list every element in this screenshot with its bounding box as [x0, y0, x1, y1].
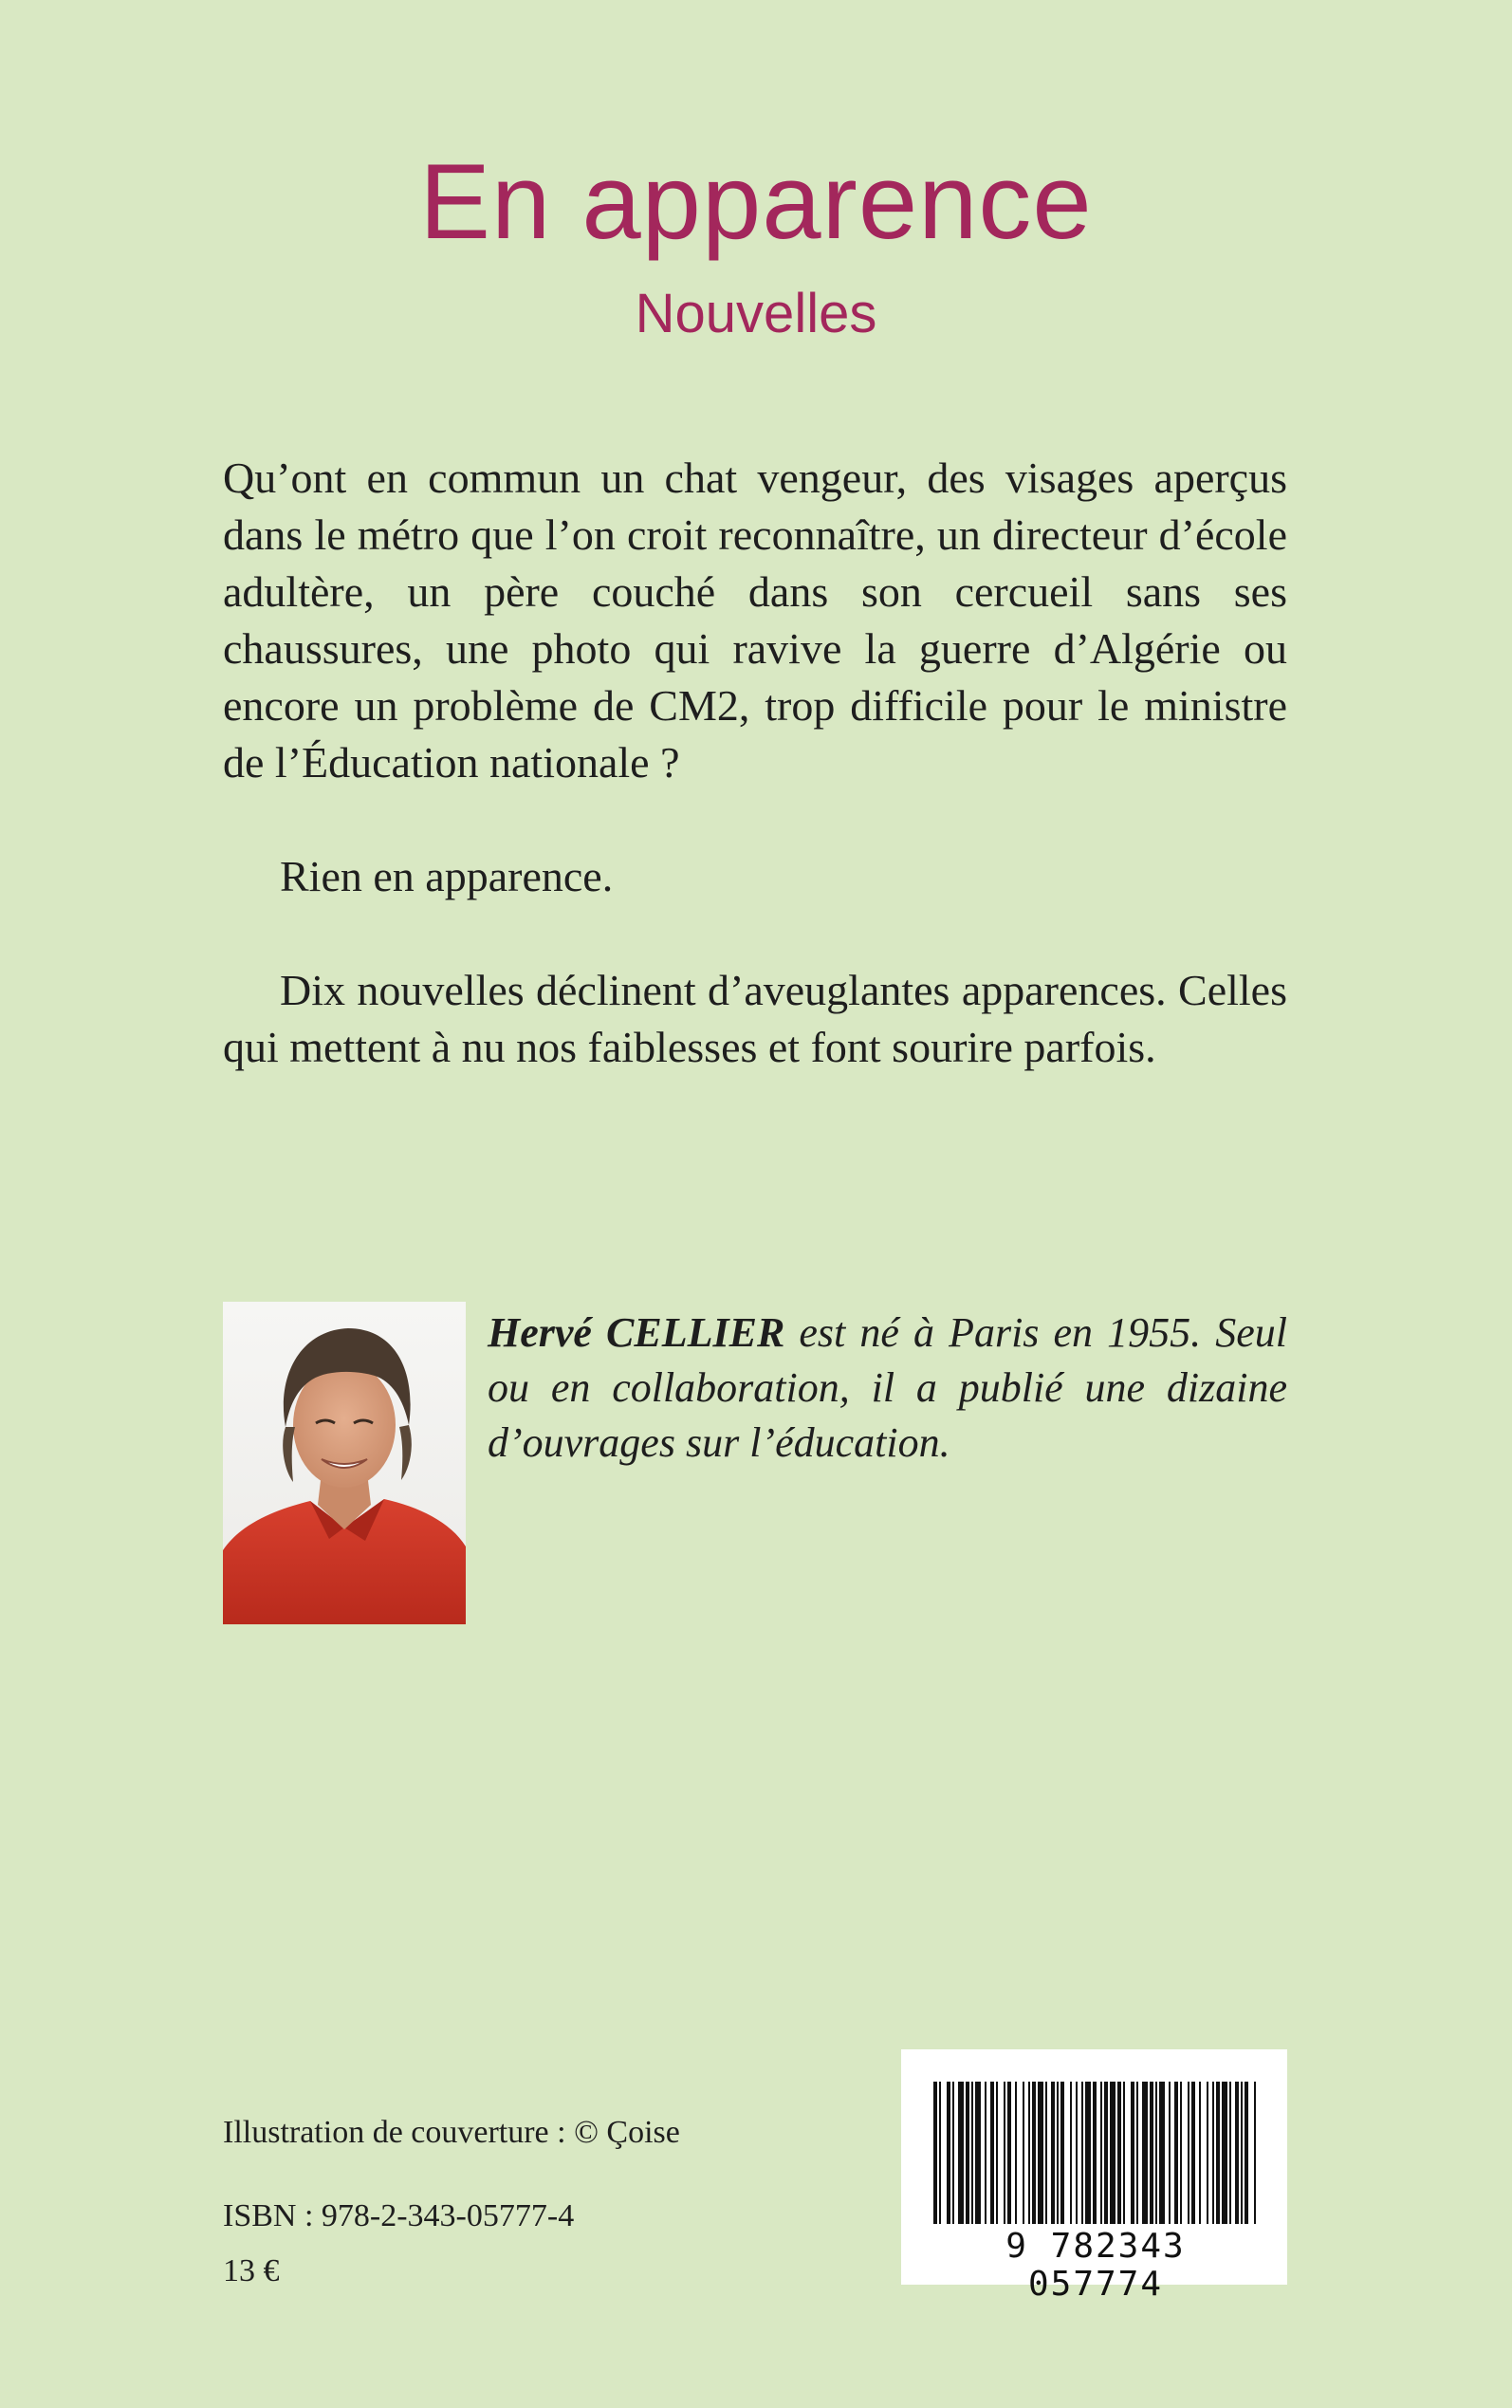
barcode-bar [1007, 2082, 1011, 2224]
barcode-bar [975, 2082, 981, 2224]
barcode-bars [933, 2082, 1256, 2224]
barcode-bar [1076, 2082, 1078, 2224]
blurb-paragraph-1: Qu’ont en commun un chat vengeur, des visages aperçus dans le métro que l’on croit reconnaître, un directeur d’école adultère, un père couché dans son cercueil sans ses chaussures, une photo qui ravive la guerre d’Algérie ou encore un problème de CM2, trop difficile pour le ministre de l’Éducation nationale ? [223, 454, 1287, 787]
barcode-bar [1222, 2082, 1227, 2224]
barcode-bar [1174, 2082, 1178, 2224]
barcode-bar [1136, 2082, 1138, 2224]
barcode-bar [1085, 2082, 1091, 2224]
author-portrait-icon [223, 1302, 466, 1624]
isbn: ISBN : 978-2-343-05777-4 [223, 2198, 575, 2233]
barcode-bar [1155, 2082, 1157, 2224]
barcode-bar [996, 2082, 998, 2224]
blurb-paragraph-2: Rien en apparence. [280, 852, 614, 900]
barcode-bar [939, 2082, 941, 2224]
barcode-bar [1199, 2082, 1201, 2224]
barcode-bar [1060, 2082, 1064, 2224]
barcode-bar [1028, 2082, 1030, 2224]
barcode-digits: 9 782343 057774 [1005, 2227, 1186, 2304]
cover-illustration-credit: Illustration de couverture : © Çoise [223, 2115, 680, 2150]
barcode-bar [1032, 2082, 1036, 2224]
barcode-bar [1104, 2082, 1108, 2224]
author-bio-text: est né à Paris en 1955. Seul ou en collaboration, il a publié une dizaine d’ouvrages sur l’éducation. [488, 1309, 1287, 1466]
back-cover-blurb [223, 450, 1287, 1076]
barcode [901, 2049, 1287, 2304]
barcode-bar [947, 2082, 950, 2224]
barcode-bar [1180, 2082, 1182, 2224]
author-photo [223, 1302, 466, 1624]
barcode-bar [1123, 2082, 1125, 2224]
barcode-bar [1245, 2082, 1248, 2224]
barcode-bar [1131, 2082, 1134, 2224]
barcode-bar [1212, 2082, 1214, 2224]
book-genre: Nouvelles [635, 283, 877, 344]
barcode-bar [1241, 2082, 1243, 2224]
barcode-bar [1150, 2082, 1153, 2224]
barcode-bar [1229, 2082, 1231, 2224]
author-name: Hervé CELLIER [488, 1309, 785, 1356]
barcode-bar [1004, 2082, 1005, 2224]
barcode-bar [1038, 2082, 1043, 2224]
barcode-bar [1254, 2082, 1256, 2224]
barcode-bar [1100, 2082, 1102, 2224]
barcode-bar [952, 2082, 954, 2224]
barcode-bar [1070, 2082, 1072, 2224]
barcode-bar [1045, 2082, 1047, 2224]
barcode-bar [933, 2082, 937, 2224]
barcode-bar [1207, 2082, 1208, 2224]
barcode-bar [1081, 2082, 1083, 2224]
blurb-paragraph-3: Dix nouvelles déclinent d’aveuglantes apparences. Celles qui mettent à nu nos faiblesses et font sourire parfois. [223, 966, 1287, 1071]
barcode-bar [971, 2082, 973, 2224]
barcode-bar [1191, 2082, 1195, 2224]
barcode-bar [1216, 2082, 1220, 2224]
barcode-bar [1169, 2082, 1171, 2224]
barcode-bar [990, 2082, 994, 2224]
barcode-bar [1093, 2082, 1097, 2224]
author-bio [488, 1306, 1287, 1471]
barcode-bar [1015, 2082, 1017, 2224]
barcode-bar [1023, 2082, 1024, 2224]
barcode-bar [958, 2082, 964, 2224]
book-title: En apparence [419, 142, 1093, 261]
barcode-bar [966, 2082, 969, 2224]
price: 13 € [223, 2253, 280, 2288]
barcode-bar [1188, 2082, 1189, 2224]
barcode-bar [1235, 2082, 1239, 2224]
barcode-bar [1159, 2082, 1165, 2224]
barcode-bar [1051, 2082, 1055, 2224]
barcode-bar [1117, 2082, 1121, 2224]
barcode-bar [1057, 2082, 1059, 2224]
barcode-bar [1142, 2082, 1148, 2224]
barcode-bar [985, 2082, 986, 2224]
barcode-bar [1110, 2082, 1116, 2224]
